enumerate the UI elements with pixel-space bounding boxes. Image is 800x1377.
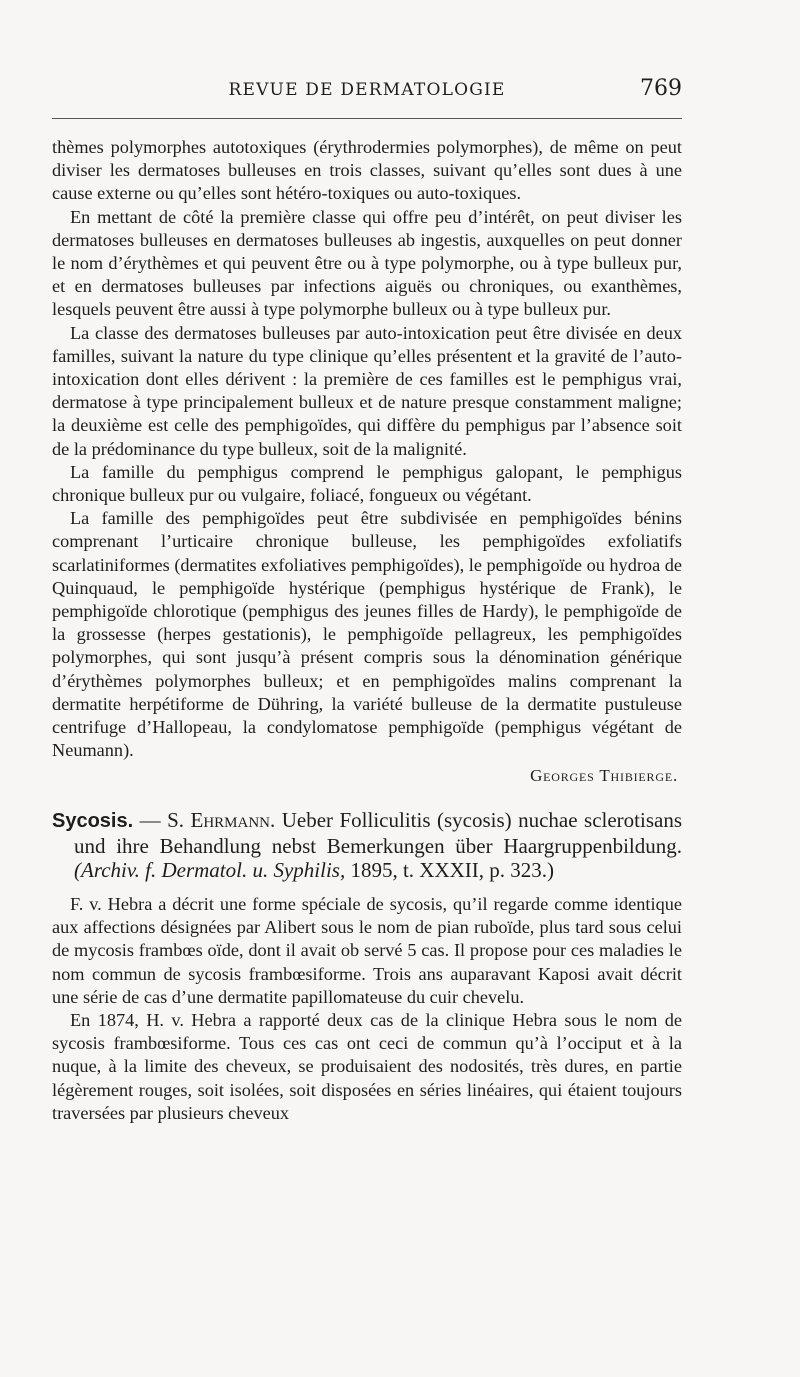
paragraph: La classe des dermatoses bulleuses par auto-intoxication peut être divisée en deux familles, suivant la nature du type clinique qu’elles présentent et la gravité de l’auto-intoxication dont elles dérivent : la première de ces familles est le pemphigus vrai, dermatose à type principalement bulleux et de nature presque constamment maligne; la deuxième est celle des pemphigoïdes, qui diffère du pemphigus par l’absence soit de la prédominance du type bulleux, soit de la malignité. (52, 322, 682, 459)
entry-citation-tail: 1895, t. XXXII, p. 323.) (345, 858, 555, 883)
running-title: REVUE DE DERMATOLOGIE (228, 80, 506, 100)
paragraph: La famille du pemphigus comprend le pemphigus galopant, le pemphigus chronique bulleux pur ou vulgaire, foliacé, fongueux ou végétant. (52, 461, 682, 506)
paragraph: En 1874, H. v. Hebra a rapporté deux cas de la clinique Hebra sous le nom de sycosis frambœsiforme. Tous ces cas ont ceci de commun qu’à l’occiput et à la nuque, à la limite des cheveux, se produisaient des nodosités, très dures, en partie légèrement rouges, soit isolées, soit disposées en séries linéaires, qui étaient toujours traversées par plusieurs cheveux (52, 1010, 682, 1123)
header-rule (52, 118, 682, 119)
page-number: 769 (640, 76, 682, 101)
article-body (52, 136, 682, 1125)
entry-citation: (Archiv. f. Dermatol. u. Syphilis, (74, 858, 346, 883)
running-header (52, 76, 682, 108)
review-entry-heading (52, 808, 682, 883)
entry-title: Ueber Folliculitis (sycosis) nuchae sclerotisans und ihre Behandlung nebst Bemerkungen über Haargruppenbildung. (74, 808, 683, 858)
paragraph: thèmes polymorphes autotoxiques (érythrodermies polymorphes), de même on peut diviser les dermatoses bulleuses en trois classes, suivant qu’elles sont dues à une cause externe ou qu’elles sont hétéro-toxiques ou auto-toxiques. (52, 137, 682, 204)
paragraph: La famille des pemphigoïdes peut être subdivisée en pemphigoïdes bénins comprenant l’urticaire chronique bulleuse, les pemphigoïdes exfoliatifs scarlatiniformes (dermatites exfoliatives pemphigoïdes), le pemphigoïde ou hydroa de Quinquaud, le pemphigoïde hystérique (pemphigus hystérique de Frank), le pemphigoïde chlorotique (pemphigus des jeunes filles de Hardy), le pemphigoïde de la grossesse (herpes gestationis), le pemphigoïde pellagreux, les pemphigoïdes polymorphes, qui sont jusqu’à présent compris sous la dénomination générique d’érythèmes polymorphes bulleux; et en pemphigoïdes malins comprenant la dermatite herpétiforme de Dühring, la variété bulleuse de la dermatite pustuleuse centrifuge d’Hallopeau, la condylomatose pemphigoïde (pemphigus végétant de Neumann). (52, 508, 683, 761)
entry-author: S. Ehrmann. (167, 808, 276, 833)
paragraph: F. v. Hebra a décrit une forme spéciale de sycosis, qu’il regarde comme identique aux affections désignées par Alibert sous le nom de pian ruboïde, plus tard sous celui de mycosis frambœs oïde, dont il avait ob servé 5 cas. Il propose pour ces maladies le nom commun de sycosis frambœsiforme. Trois ans auparavant Kaposi avait décrit une série de cas d’une dermatite papillomateuse du cuir chevelu. (52, 893, 682, 1007)
paragraph: En mettant de côté la première classe qui offre peu d’intérêt, on peut diviser les dermatoses bulleuses en dermatoses bulleuses ab ingestis, auxquelles on peut donner le nom d’érythèmes et qui peuvent être ou à type polymorphe, ou à type bulleux pur, et en dermatoses bulleuses par infections aiguës ou chroniques, ou exanthèmes, lesquels peuvent être aussi à type polymorphe bulleux ou à type bulleux pur. (52, 206, 682, 320)
entry-subject: Sycosis. (52, 810, 134, 833)
author-signature: Georges Thibierge. (530, 766, 678, 786)
entry-dash: — (133, 808, 168, 833)
